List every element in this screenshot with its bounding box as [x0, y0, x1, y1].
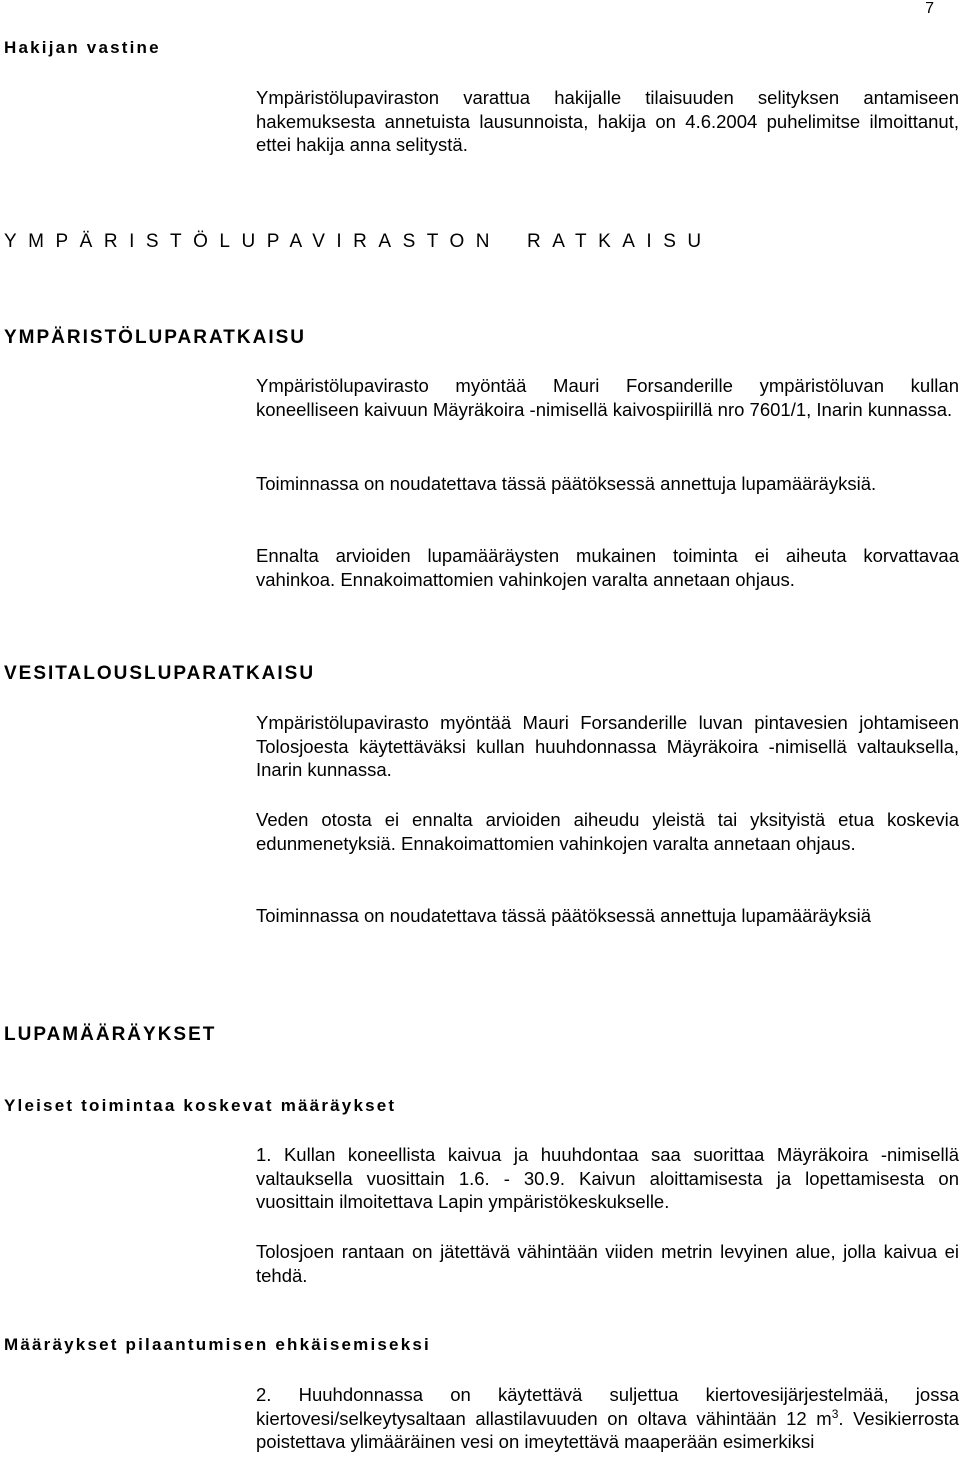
- paragraph-text: . Vesikierrosta poistettava ylimääräinen vesi on imeytettävä maaperään esimerkiksi: [256, 1407, 959, 1452]
- paragraph-vesitalous-3: Toiminnassa on noudatettava tässä päätöksessä annettuja lupamääräyksiä: [256, 905, 871, 926]
- heading-word: RATKAISU: [527, 231, 713, 252]
- heading-vesitalous: VESITALOUSLUPARATKAISU: [4, 663, 316, 684]
- paragraph-vesitalous-2: Veden otosta ei ennalta arvioiden aiheudu yleistä tai yksityistä etua koskevia edunmenetyksiä. Ennakoimattomien vahinkojen varalta annetaan ohjaus.: [256, 809, 959, 854]
- paragraph-yleiset-2: Tolosjoen rantaan on jätettävä vähintään viiden metrin levyinen alue, jolla kaivua ei tehdä.: [256, 1241, 959, 1286]
- paragraph-ymparistolupa-3: Ennalta arvioiden lupamääräysten mukainen toiminta ei aiheuta korvattavaa vahinkoa. Ennakoimattomien vahinkojen varalta annetaan ohjaus.: [256, 545, 959, 590]
- paragraph-vesitalous-1: Ympäristölupavirasto myöntää Mauri Forsanderille luvan pintavesien johtamiseen Tolosjoesta käytettäväksi kullan huuhdonnassa Mäyräkoira -nimisellä valtauksella, Inarin kunnassa.: [256, 712, 959, 780]
- heading-ympäristölupaviraston-ratkaisu: [4, 231, 713, 253]
- superscript: 3: [831, 1406, 839, 1421]
- heading-pilaantuminen: Määräykset pilaantumisen ehkäisemiseksi: [4, 1335, 431, 1354]
- paragraph-ymparistolupa-1: Ympäristölupavirasto myöntää Mauri Forsanderille ympäristöluvan kullan koneelliseen kaivuun Mäyräkoira -nimisellä kaivospiirillä nro 7601/1, Inarin kunnassa.: [256, 375, 959, 420]
- heading-yleiset: Yleiset toimintaa koskevat määräykset: [4, 1096, 397, 1115]
- paragraph-pilaantuminen-1: [256, 1383, 959, 1454]
- heading-word: YMPÄRISTÖLUPAVIRASTON: [4, 231, 501, 252]
- paragraph-hakijan-vastine: Ympäristölupaviraston varattua hakijalle tilaisuuden selityksen antamiseen hakemuksesta annetuista lausunnoista, hakija on 4.6.2004 puhelimitse ilmoittanut, ettei hakija anna selitystä.: [256, 87, 959, 155]
- paragraph-text: 2. Huuhdonnassa on käytettävä suljettua kiertovesijärjestelmää, jossa kiertovesi/selkeytysaltaan allastilavuuden on oltava vähintään 12 m: [256, 1384, 959, 1429]
- paragraph-ymparistolupa-2: Toiminnassa on noudatettava tässä päätöksessä annettuja lupamääräyksiä.: [256, 473, 877, 494]
- heading-lupamaaraykset: LUPAMÄÄRÄYKSET: [4, 1024, 217, 1045]
- heading-hakijan-vastine: Hakijan vastine: [4, 38, 161, 57]
- page-number: 7: [925, 0, 934, 17]
- heading-ymparistolupa: YMPÄRISTÖLUPARATKAISU: [4, 327, 307, 348]
- paragraph-yleiset-1: 1. Kullan koneellista kaivua ja huuhdontaa saa suorittaa Mäyräkoira -nimisellä valtauksella vuosittain 1.6. - 30.9. Kaivun aloittamisesta ja lopettamisesta on vuosittain ilmoitettava Lapin ympäristökeskukselle.: [256, 1144, 959, 1212]
